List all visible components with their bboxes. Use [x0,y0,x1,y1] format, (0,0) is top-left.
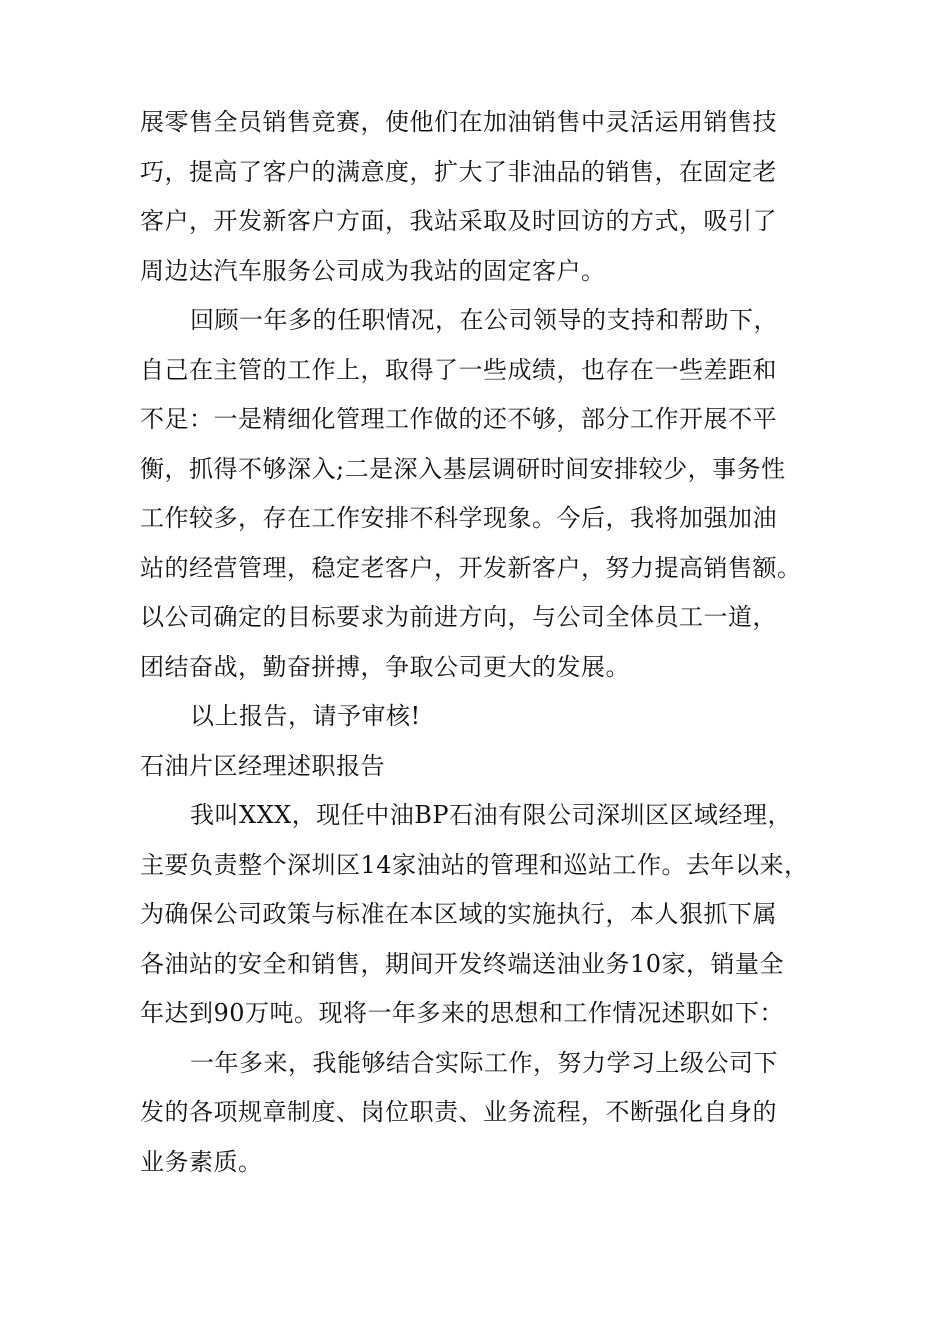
text-line: 我叫XXX，现任中油BP石油有限公司深圳区区域经理， [190,801,793,829]
text-line: 衡，抓得不够深入;二是深入基层调研时间安排较少，事务性 [140,454,786,483]
document-body [140,98,840,1187]
text-line: 各油站的安全和销售，期间开发终端送油业务10家，销量全 [140,949,785,978]
text-line: 工作较多，存在工作安排不科学现象。今后，我将加强加油 [140,504,777,532]
text-line: 业务素质。 [140,1147,263,1176]
text-line: 不足：一是精细化管理工作做的还不够，部分工作开展不平 [140,405,777,433]
text-line: 为确保公司政策与标准在本区域的实施执行，本人狠抓下属 [140,900,777,928]
text-line: 主要负责整个深圳区14家油站的管理和巡站工作。去年以来， [140,850,809,879]
section-heading: 石油片区经理述职报告 [140,751,385,780]
text-line: 自己在主管的工作上，取得了一些成绩，也存在一些差距和 [140,355,777,384]
text-line: 一年多来，我能够结合实际工作，努力学习上级公司下 [190,1048,778,1077]
text-line: 团结奋战，勤奋拼搏，争取公司更大的发展。 [140,652,630,681]
text-line: 以上报告，请予审核! [190,702,421,730]
text-line: 以公司确定的目标要求为前进方向，与公司全体员工一道， [140,603,777,631]
text-line: 回顾一年多的任职情况，在公司领导的支持和帮助下， [190,306,778,334]
text-line: 发的各项规章制度、岗位职责、业务流程，不断强化自身的 [140,1098,777,1126]
text-line: 周边达汽车服务公司成为我站的固定客户。 [140,256,606,285]
text-line: 展零售全员销售竞赛，使他们在加油销售中灵活运用销售技 [140,108,777,136]
text-line: 站的经营管理，稳定老客户，开发新客户，努力提高销售额。 [140,553,802,582]
text-line: 客户，开发新客户方面，我站采取及时回访的方式，吸引了 [140,207,777,235]
text-line: 年达到90万吨。现将一年多来的思想和工作情况述职如下： [140,999,785,1027]
text-line: 巧，提高了客户的满意度，扩大了非油品的销售，在固定老 [140,157,777,186]
